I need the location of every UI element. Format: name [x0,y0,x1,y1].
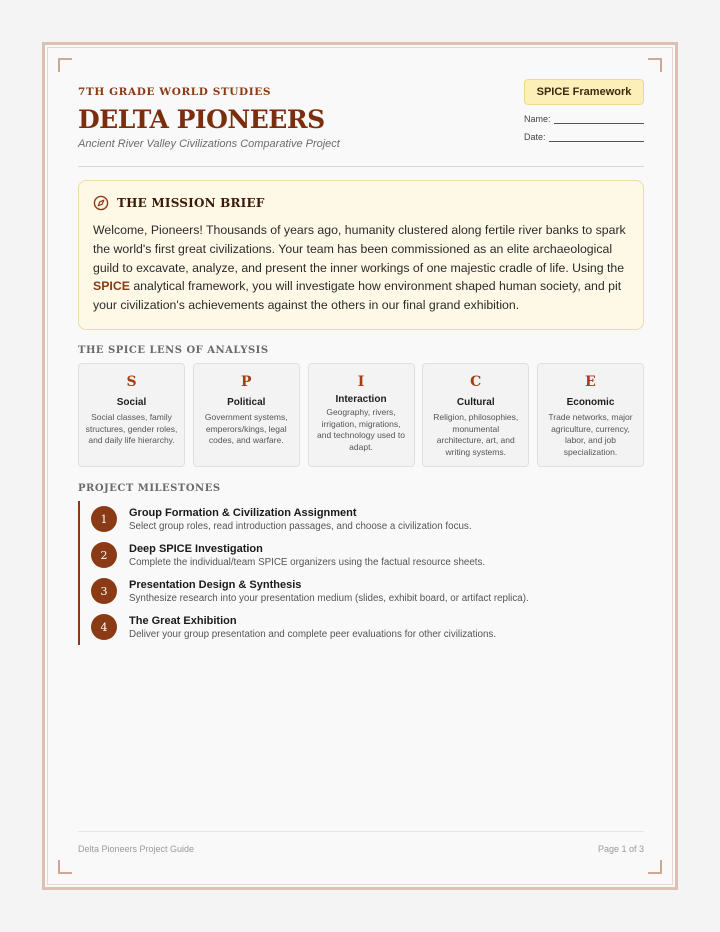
milestone-item [78,537,644,573]
compass-icon [93,195,109,211]
milestone-text [129,579,529,604]
footer-guide-title: Delta Pioneers Project Guide [78,844,195,854]
spice-card-economic [537,363,644,467]
milestone-desc: Deliver your group presentation and complete peer evaluations for other civilizations. [129,628,497,640]
spice-letter: P [240,374,252,390]
date-line[interactable] [549,134,644,142]
milestone-list [78,501,644,645]
spice-desc: Government systems, emperors/kings, legal codes, and warfare. [204,412,288,445]
mission-header [93,195,629,211]
milestone-desc: Synthesize research into your presentation medium (slides, exhibit board, or artifact replica). [129,592,529,604]
milestone-number: 4 [91,614,117,640]
spice-desc: Trade networks, major agriculture, currency, labor, and job specialization. [548,412,633,457]
spice-letter: C [470,374,482,390]
spice-name: Social [116,397,147,408]
milestone-text [129,507,472,532]
milestone-number: 2 [91,542,117,568]
name-field[interactable] [524,114,644,124]
mission-title: THE MISSION BRIEF [117,196,265,210]
milestone-desc: Complete the individual/team SPICE organizers using the factual resource sheets. [129,556,486,568]
milestone-text [129,543,485,568]
milestones-section-label: PROJECT MILESTONES [78,483,221,494]
spice-desc: Social classes, family structures, gender roles, and daily life hierarchy. [85,412,178,445]
spice-name: Interaction [335,394,387,405]
spice-name: Economic [566,397,615,408]
document-page [42,42,678,890]
milestone-title: Presentation Design & Synthesis [129,578,302,591]
name-label: Name: [524,114,551,124]
corner-ornament-top-left [58,58,72,72]
spice-name: Political [227,397,266,408]
milestone-number: 1 [91,506,117,532]
corner-ornament-bottom-left [58,860,72,874]
milestone-item [78,609,644,645]
document-header [78,83,644,167]
spice-desc: Religion, philosophies, monumental architecture, art, and writing systems. [433,412,519,457]
milestone-title: The Great Exhibition [129,614,237,627]
spice-card-social [78,363,185,467]
document-footer [78,831,644,854]
date-label: Date: [524,132,546,142]
mission-text [93,221,629,315]
spice-card-political [193,363,300,467]
spice-name: Cultural [456,397,495,408]
milestone-title: Deep SPICE Investigation [129,542,263,555]
milestone-desc: Select group roles, read introduction passages, and choose a civilization focus. [129,520,472,532]
milestone-item [78,573,644,609]
spice-section-label: THE SPICE LENS OF ANALYSIS [78,345,269,356]
mission-text-part: analytical framework, you will investigate how environment shaped human society, and pit your civilization's achievements against the others in our final grand exhibition. [93,279,622,313]
spice-card-interaction [308,363,415,467]
page-subtitle: Ancient River Valley Civilizations Comparative Project [78,138,340,150]
milestone-text [129,615,496,640]
corner-ornament-top-right [648,58,662,72]
page-title: DELTA PIONEERS [78,105,325,134]
spice-letter: I [357,374,365,390]
name-line[interactable] [554,116,644,124]
spice-emphasis: SPICE [93,279,130,294]
mission-text-part: Welcome, Pioneers! Thousands of years ago, humanity clustered along fertile river banks to spark the world's first great civilizations. Your team has been commissioned as an elite archaeological guild to excavate, analyze, and present the inner workings of one majestic cradle of life. Using the [93,223,626,275]
corner-ornament-bottom-right [648,860,662,874]
spice-desc: Geography, rivers, irrigation, migrations, and technology used to adapt. [317,407,405,452]
spice-letter: S [126,374,137,390]
spice-letter: E [585,374,596,390]
milestone-title: Group Formation & Civilization Assignment [129,506,357,519]
spice-card-cultural [422,363,529,467]
course-eyebrow: 7TH GRADE WORLD STUDIES [78,86,272,98]
page-number: Page 1 of 3 [597,844,644,854]
milestone-number: 3 [91,578,117,604]
date-field[interactable] [524,132,644,142]
framework-badge: SPICE Framework [524,79,644,105]
spice-grid [78,363,644,467]
milestone-item [78,501,644,537]
mission-brief [78,180,644,330]
